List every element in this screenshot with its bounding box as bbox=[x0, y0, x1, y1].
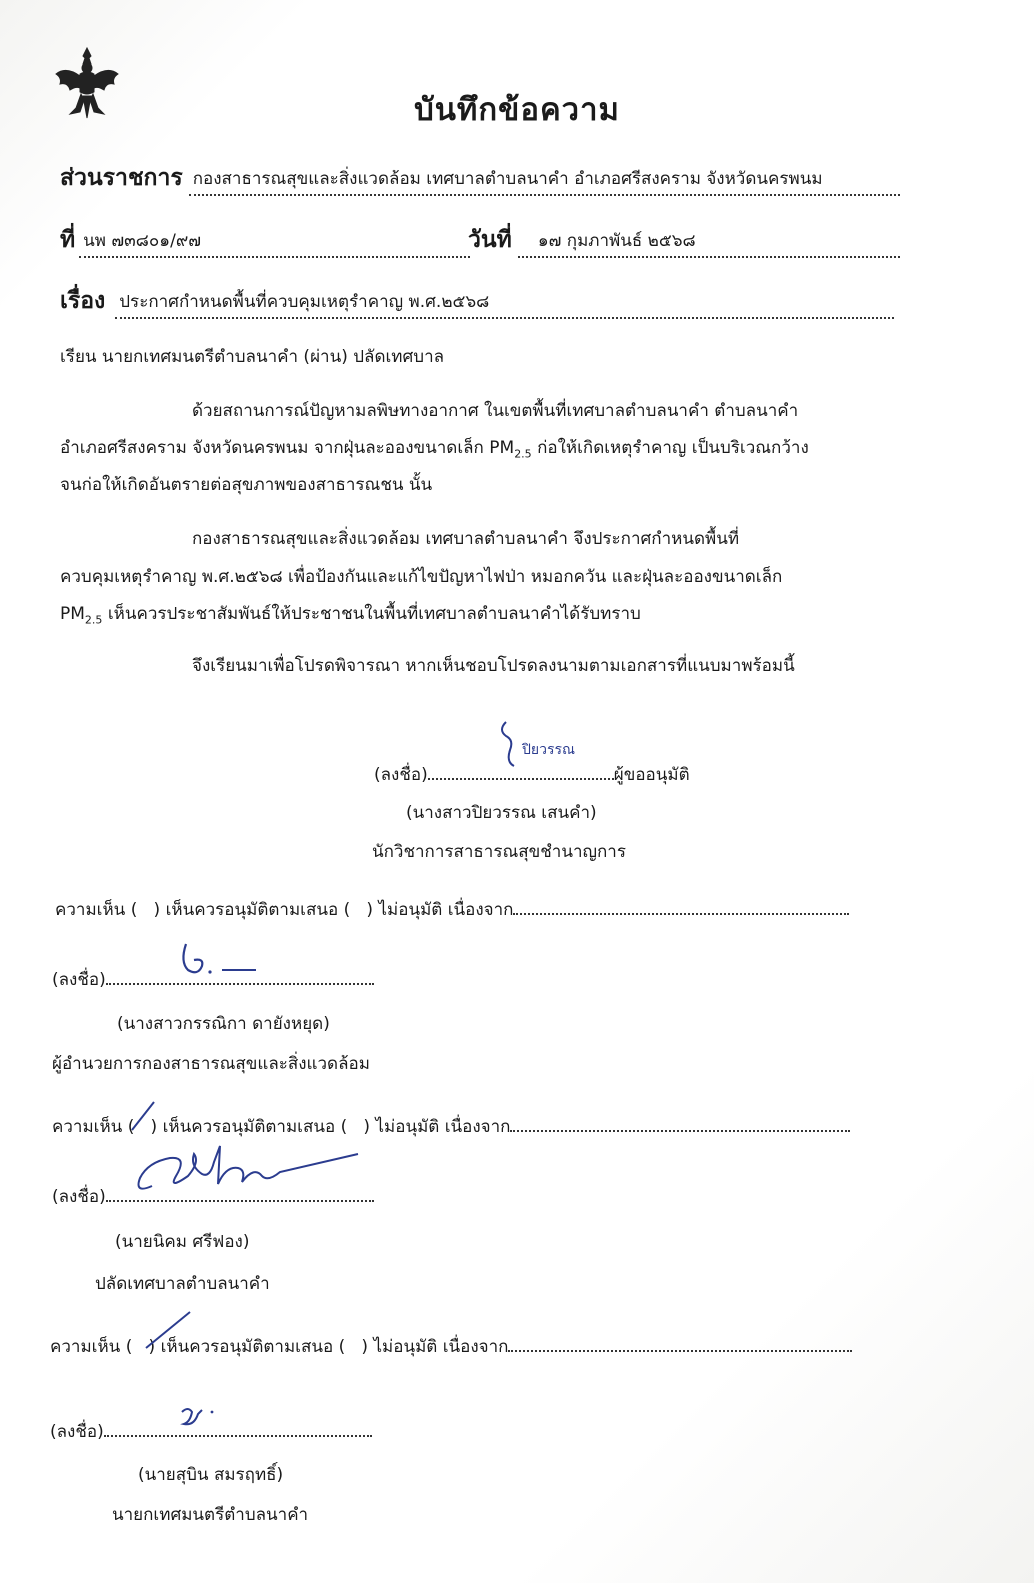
department-value: กองสาธารณสุขและสิ่งแวดล้อม เทศบาลตำบลนาคำ อำเภอศรีสงคราม จังหวัดนครพนม bbox=[189, 165, 900, 196]
to-line: เรียน นายกเทศมนตรีตำบลนาคำ (ผ่าน) ปลัดเทศบาล bbox=[60, 347, 445, 367]
para1-line2-b: ก่อให้เกิดเหตุรำคาญ เป็นบริเวณกว้าง bbox=[531, 438, 809, 458]
opinion-agree: เห็นควรอนุมัติตามเสนอ bbox=[165, 900, 339, 920]
subject-label: เรื่อง bbox=[60, 288, 106, 314]
sign-dotted-line bbox=[428, 764, 614, 780]
pm-subscript: 2.5 bbox=[514, 447, 532, 461]
requester-sign-line bbox=[374, 761, 690, 788]
ref-row bbox=[60, 222, 470, 258]
sign-prefix: (ลงชื่อ) bbox=[52, 1187, 106, 1207]
para1-line3: จนก่อให้เกิดอันตรายต่อสุขภาพของสาธารณชน นั้น bbox=[60, 475, 433, 495]
opinion-disagree: ไม่อนุมัติ เนื่องจาก bbox=[378, 900, 514, 920]
subject-value: ประกาศกำหนดพื้นที่ควบคุมเหตุรำคาญ พ.ศ.๒๕๖๘ bbox=[115, 288, 894, 319]
subject-row bbox=[60, 283, 894, 319]
sign-row-1 bbox=[52, 966, 374, 993]
date-label: วันที่ bbox=[468, 227, 512, 253]
approver3-name: (นายสุบิน สมรฤทธิ์) bbox=[138, 1465, 284, 1485]
approver1-name: (นางสาวกรรณิกา ดายังหยุด) bbox=[117, 1014, 330, 1034]
para2-line2: ควบคุมเหตุรำคาญ พ.ศ.๒๕๖๘ เพื่อป้องกันและแก้ไขปัญหาไฟป่า หมอกควัน และฝุ่นละอองขนาดเล็ก bbox=[60, 567, 783, 587]
ref-value: นพ ๗๓๘๐๑/๙๗ bbox=[79, 227, 470, 258]
department-row bbox=[60, 160, 900, 196]
closing-line: จึงเรียนมาเพื่อโปรดพิจารณา หากเห็นชอบโปรดลงนามตามเอกสารที่แนบมาพร้อมนี้ bbox=[192, 656, 795, 676]
sign-dotted-line bbox=[106, 1186, 374, 1202]
sign-prefix: (ลงชื่อ) bbox=[50, 1422, 104, 1442]
opinion-row-1: ความเห็น ( ) เห็นควรอนุมัติตามเสนอ ( ) ไม่อนุมัติ เนื่องจาก bbox=[55, 896, 849, 923]
reason-dotted-line bbox=[508, 1336, 852, 1352]
pm-subscript: 2.5 bbox=[84, 613, 103, 627]
para2-line3 bbox=[60, 600, 641, 627]
sign-suffix: ผู้ขออนุมัติ bbox=[613, 765, 690, 785]
para2-line3-b: เห็นควรประชาสัมพันธ์ให้ประชาชนในพื้นที่เทศบาลตำบลนาคำได้รับทราบ bbox=[102, 604, 641, 624]
ref-label: ที่ bbox=[60, 227, 76, 253]
approver3-position: นายกเทศมนตรีตำบลนาคำ bbox=[112, 1505, 309, 1525]
opinion-disagree: ไม่อนุมัติ เนื่องจาก bbox=[373, 1337, 509, 1357]
reason-dotted-line bbox=[513, 899, 849, 915]
opinion-row-3: ความเห็น ( ) เห็นควรอนุมัติตามเสนอ ( ) ไม่อนุมัติ เนื่องจาก bbox=[50, 1333, 852, 1360]
requester-signature-text: ปิยวรรณ bbox=[522, 742, 575, 758]
sign-prefix: (ลงชื่อ) bbox=[374, 765, 428, 785]
date-row bbox=[468, 222, 900, 258]
requester-position: นักวิชาการสาธารณสุขชำนาญการ bbox=[372, 842, 626, 862]
reason-dotted-line bbox=[510, 1116, 850, 1132]
memo-title: บันทึกข้อความ bbox=[414, 92, 620, 128]
sign-dotted-line bbox=[104, 1421, 372, 1437]
approver2-name: (นายนิคม ศรีฟอง) bbox=[115, 1232, 250, 1252]
para2-line3-a: PM bbox=[60, 604, 85, 624]
date-value: ๑๗ กุมภาพันธ์ ๒๕๖๘ bbox=[518, 227, 900, 258]
opinion-agree: เห็นควรอนุมัติตามเสนอ bbox=[160, 1337, 334, 1357]
para1-line2 bbox=[60, 434, 809, 461]
opinion-label: ความเห็น bbox=[50, 1337, 121, 1357]
opinion-disagree: ไม่อนุมัติ เนื่องจาก bbox=[375, 1117, 511, 1137]
para2-line1: กองสาธารณสุขและสิ่งแวดล้อม เทศบาลตำบลนาคำ จึงประกาศกำหนดพื้นที่ bbox=[192, 529, 740, 549]
department-label: ส่วนราชการ bbox=[60, 165, 183, 191]
requester-name: (นางสาวปิยวรรณ เสนคำ) bbox=[406, 803, 597, 823]
sign-dotted-line bbox=[106, 969, 374, 985]
opinion-agree: เห็นควรอนุมัติตามเสนอ bbox=[162, 1117, 336, 1137]
approver2-position: ปลัดเทศบาลตำบลนาคำ bbox=[95, 1274, 270, 1294]
para1-line1: ด้วยสถานการณ์ปัญหามลพิษทางอากาศ ในเขตพื้นที่เทศบาลตำบลนาคำ ตำบลนาคำ bbox=[192, 401, 799, 421]
checkmark-icon bbox=[140, 1306, 200, 1356]
opinion-label: ความเห็น bbox=[55, 900, 126, 920]
sign-row-2 bbox=[52, 1183, 374, 1210]
sign-prefix: (ลงชื่อ) bbox=[52, 970, 106, 990]
approver1-position: ผู้อำนวยการกองสาธารณสุขและสิ่งแวดล้อม bbox=[52, 1054, 370, 1074]
sign-row-3 bbox=[50, 1418, 372, 1445]
para1-line2-a: อำเภอศรีสงคราม จังหวัดนครพนม จากฝุ่นละอองขนาดเล็ก PM bbox=[60, 438, 515, 458]
checkmark-icon bbox=[128, 1098, 158, 1138]
opinion-label: ความเห็น bbox=[52, 1117, 123, 1137]
opinion-row-2: ความเห็น ( ) เห็นควรอนุมัติตามเสนอ ( ) ไม่อนุมัติ เนื่องจาก bbox=[52, 1113, 850, 1140]
